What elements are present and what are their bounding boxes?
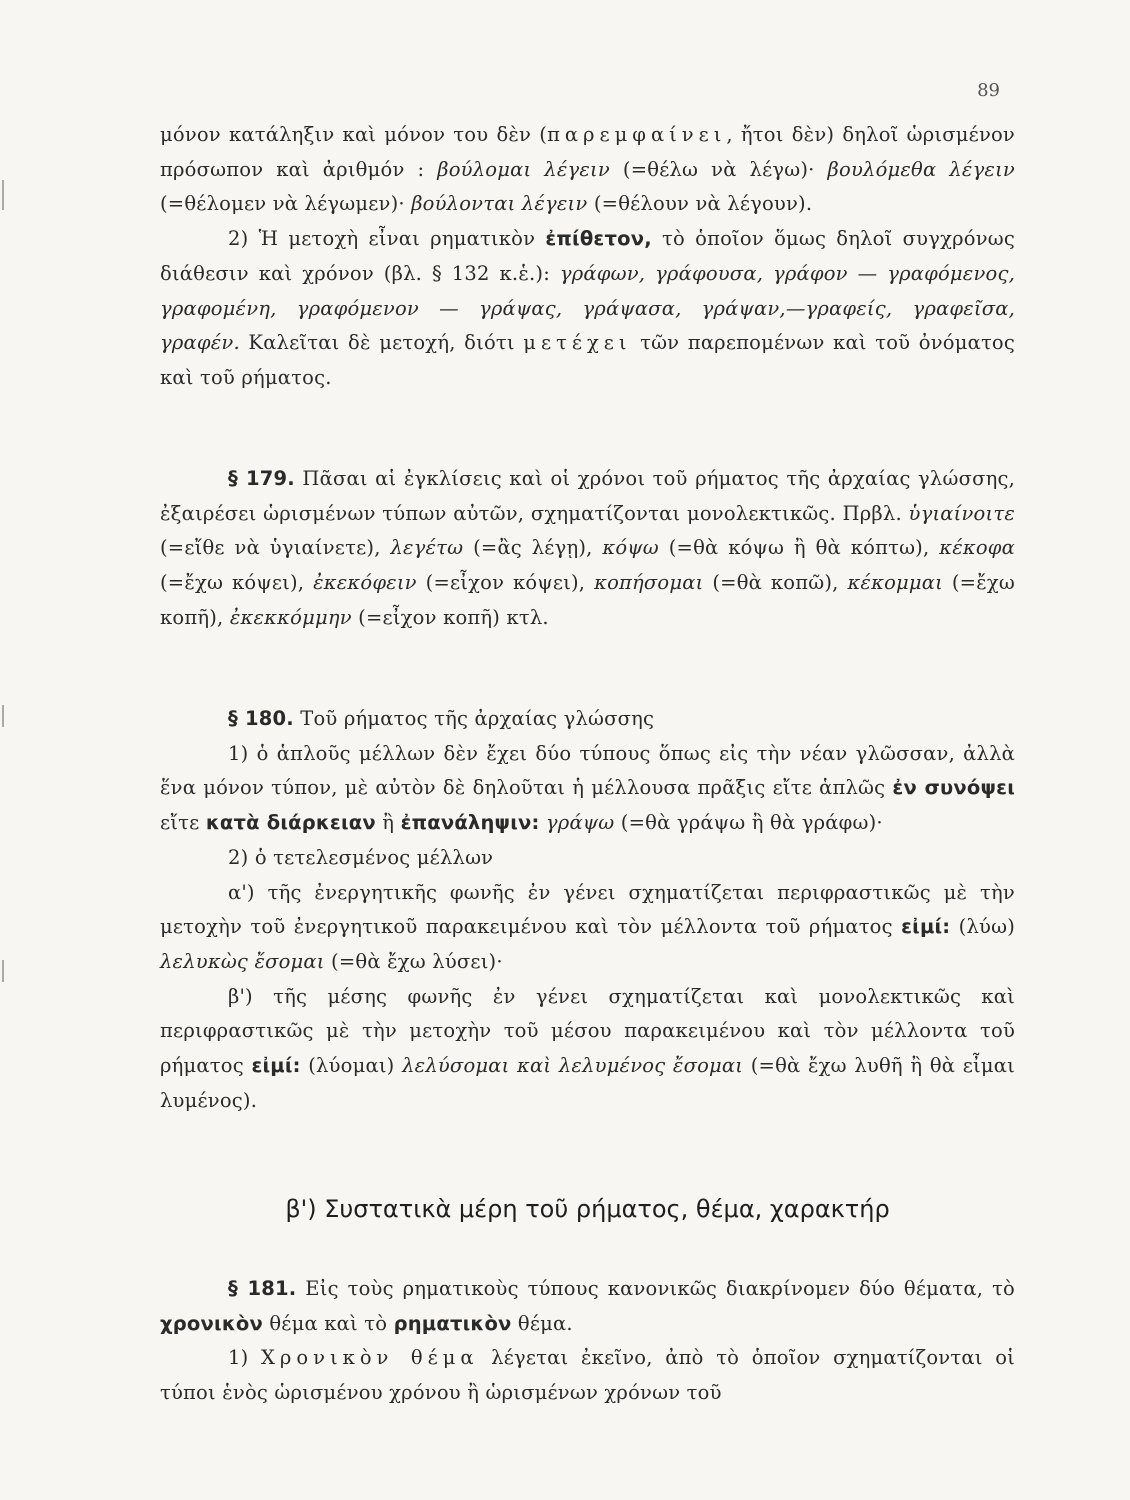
paragraph-180-2: 2) ὁ τετελεσμένος μέλλων (228, 845, 494, 869)
paragraph-180-2a: α') τῆς ἐνεργητικῆς φωνῆς ἐν γένει σχηματίζεται περιφραστικῶς μὲ τὴν μετοχὴν τοῦ ἐνεργητικοῦ παρακειμένου καὶ τὸν μέλλοντα τοῦ ρήματος εἰμί: (λύω) λελυκὼς ἔσομαι (=θὰ ἔχω λύσει)· (160, 880, 1015, 973)
page-number: 89 (977, 80, 1000, 101)
paragraph-participle: 2) Ἡ μετοχὴ εἶναι ρηματικὸν ἐπίθετον, τὸ ὁποῖον ὅμως δηλοῖ συγχρόνως διάθεσιν καὶ χρόνον (βλ. § 132 κ.ἑ.): γράφων, γράφουσα, γράφον — γραφόμενος, γραφομένη, γραφόμενον — γράψας, γράψασα, γράψαν,—γραφείς, γραφεῖσα, γραφέν. Καλεῖται δὲ μετοχή, διότι μετέχει τῶν παρεπομένων καὶ τοῦ ὀνόματος καὶ τοῦ ρήματος. (160, 227, 1015, 389)
paragraph-181: § 181. Εἰς τοὺς ρηματικοὺς τύπους κανονικῶς διακρίνομεν δύο θέματα, τὸ χρονικὸν θέμα καὶ τὸ ρηματικὸν θέμα. (160, 1277, 1015, 1335)
paragraph-181-1: 1) Χρονικὸν θέμα λέγεται ἐκεῖνο, ἀπὸ τὸ ὁποῖον σχηματίζονται οἱ τύποι ἑνὸς ὡρισμένου χρόνου ἢ ὡρισμένων χρόνων τοῦ (160, 1346, 1015, 1405)
section-181 (160, 1272, 1015, 1411)
paragraph-continuation: μόνον κατάληξιν καὶ μόνον του δὲν (παρεμφαίνει, ἤτοι δὲν) δηλοῖ ὡρισμένον πρόσωπον καὶ ἀριθμόν : βούλομαι λέγειν (=θέλω νὰ λέγω)· βουλόμεθα λέγειν (=θέλομεν νὰ λέγωμεν)· βούλονται λέγειν (=θέλουν νὰ λέγουν). (160, 123, 1015, 216)
text-block-top (160, 118, 1015, 396)
paragraph-180-1: 1) ὁ ἁπλοῦς μέλλων δὲν ἔχει δύο τύπους ὅπως εἰς τὴν νέαν γλῶσσαν, ἀλλὰ ἕνα μόνον τύπον, μὲ αὐτὸν δὲ δηλοῦται ἡ μέλλουσα πρᾶξις εἴτε ἁπλῶς ἐν συνόψει εἴτε κατὰ διάρκειαν ἢ ἐπανάληψιν: γράψω (=θὰ γράψω ἢ θὰ γράφω)· (160, 741, 1015, 835)
paragraph-180-2b: β') τῆς μέσης φωνῆς ἐν γένει σχηματίζεται καὶ μονολεκτικῶς καὶ περιφραστικῶς μὲ τὴν μετοχὴν τοῦ μέσου παρακειμένου καὶ τὸν μέλλοντα τοῦ ρήματος εἰμί: (λύομαι) λελύσομαι καὶ λελυμένος ἔσομαι (=θὰ ἔχω λυθῆ ἢ θὰ εἶμαι λυμένος). (160, 984, 1015, 1112)
margin-mark (2, 705, 4, 727)
section-179 (160, 462, 1015, 636)
paragraph-180-intro: § 180. Τοῦ ρήματος τῆς ἀρχαίας γλώσσης (228, 707, 655, 730)
section-180 (160, 702, 1015, 1118)
margin-mark (2, 960, 4, 982)
subsection-heading: β') Συστατικὰ μέρη τοῦ ρήματος, θέμα, χαρακτήρ (285, 1195, 890, 1223)
paragraph-179: § 179. Πᾶσαι αἱ ἐγκλίσεις καὶ οἱ χρόνοι τοῦ ρήματος τῆς ἀρχαίας γλώσσης, ἐξαιρέσει ὡρισμένων τύπων αὐτῶν, σχηματίζονται μονολεκτικῶς. Πρβλ. ὑγιαίνοιτε (=εἴθε νὰ ὑγιαίνετε), λεγέτω (=ἂς λέγῃ), κόψω (=θὰ κόψω ἢ θὰ κόπτω), κέκοφα (=ἔχω κόψει), ἐκεκόφειν (=εἶχον κόψει), κοπήσομαι (=θὰ κοπῶ), κέκομμαι (=ἔχω κοπῆ), ἐκεκκόμμην (=εἶχον κοπῆ) κτλ. (160, 467, 1016, 629)
margin-mark (2, 180, 4, 210)
